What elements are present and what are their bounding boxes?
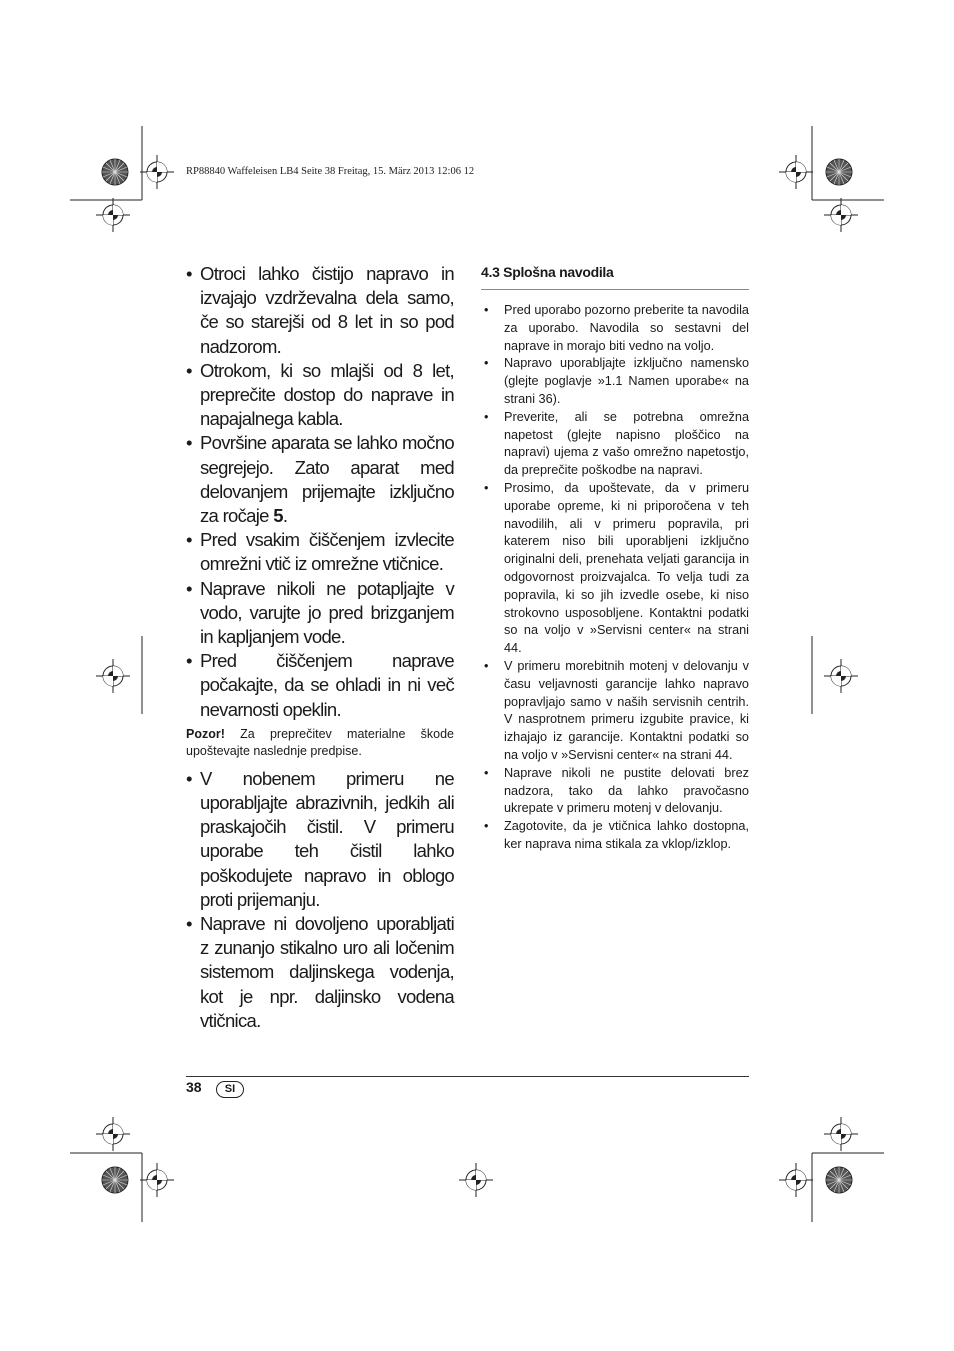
footer-divider <box>186 1076 749 1077</box>
bullet: • <box>484 819 489 834</box>
list-item-text: Pred čiščenjem naprave počakajte, da se ohladi in ni več nevarnosti opeklin. <box>200 650 454 720</box>
list-item-text: Prosimo, da upoštevate, da v primeru uporabe opreme, ki ni priporočena v teh navodilih, ali v primeru popravila, pri katerem niso bili uporabljeni izključno originalni deli, prenehata veljati garancija in odgovornost proizvajalca. To velja tudi za popravila, ki so jih izvedle osebe, ki niso strokovno usposobljene. Kontaktni podatki so na voljo v »Servisni center« na strani 44. <box>504 480 749 656</box>
bullet: • <box>186 577 192 599</box>
list-item <box>186 912 454 1033</box>
bullet: • <box>186 650 192 672</box>
list-item-text: Napravo uporabljajte izključno namensko (glejte poglavje »1.1 Namen uporabe« na strani 36). <box>504 356 749 406</box>
list-item <box>481 658 749 765</box>
list-item-text: Površine aparata se lahko močno segrejejo. Zato aparat med delovanjem prijemajte izključno za ročaje <box>200 432 454 527</box>
handle-reference-number: 5 <box>273 505 283 527</box>
list-item <box>481 302 749 355</box>
section-title: 4.3 Splošna navodila <box>481 264 614 280</box>
right-column <box>481 262 749 854</box>
caution-note <box>186 726 454 761</box>
list-item <box>481 480 749 658</box>
list-item <box>186 577 454 650</box>
caution-label: Pozor! <box>186 726 225 741</box>
list-item <box>481 765 749 818</box>
list-item-text: V primeru morebitnih motenj v delovanju v času veljavnosti garancije lahko napravo popravljajo samo v naših servisnih centrih. V nasprotnem primeru izgubite pravice, ki izhajajo iz garancije. Kontaktni podatki so na voljo v »Servisni center« na strani 44. <box>504 658 749 762</box>
bullet: • <box>484 356 489 371</box>
list-item <box>481 409 749 480</box>
list-item-suffix: . <box>282 505 288 527</box>
left-column <box>186 262 454 1033</box>
list-item <box>186 528 454 576</box>
bullet: • <box>484 480 489 495</box>
list-item <box>186 767 454 912</box>
list-item-text: Zagotovite, da je vtičnica lahko dostopna, ker naprava nima stikala za vklop/izklop. <box>504 819 749 851</box>
bullet: • <box>186 529 192 551</box>
list-item <box>481 355 749 408</box>
language-badge: SI <box>216 1081 244 1098</box>
print-header: RP88840 Waffeleisen LB4 Seite 38 Freitag, 15. März 2013 12:06 12 <box>186 166 475 177</box>
list-item-text: Preverite, ali se potrebna omrežna napetost (glejte napisno ploščico na napravi) ujema z vašo omrežno napetostjo, da preprečite poškodbe na napravi. <box>504 409 749 478</box>
list-item-text: Naprave ni dovoljeno uporabljati z zunanjo stikalno uro ali ločenim sistemom daljinskega vodenja, kot je npr. daljinsko vodena vtičnica. <box>200 913 454 1031</box>
page-number: 38 <box>186 1079 202 1095</box>
bullet: • <box>186 263 192 284</box>
list-item-text: Otroci lahko čistijo napravo in izvajajo vzdrževalna dela samo, če so starejši od 8 let in so pod nadzorom. <box>200 263 454 357</box>
list-item-text: Naprave nikoli ne potapljajte v vodo, varujte jo pred brizganjem in kapljanjem vode. <box>200 577 454 648</box>
caution-text: Za preprečitev materialne škode upoštevajte naslednje predpise. <box>186 726 454 759</box>
list-item-text: V nobenem primeru ne uporabljajte abrazivnih, jedkih ali praskajočih čistil. V primeru uporabe teh čistil lahko poškodujete napravo in oblogo proti prijemanju. <box>200 767 454 910</box>
list-item-text: Naprave nikoli ne pustite delovati brez nadzora, tako da lahko pravočasno ukrepate v primeru motenj v delovanju. <box>504 765 749 816</box>
list-item-text: Otrokom, ki so mlajši od 8 let, preprečite dostop do naprave in napajalnega kabla. <box>200 359 454 430</box>
bullet: • <box>484 765 489 780</box>
section-divider <box>481 289 749 290</box>
bullet: • <box>484 658 489 673</box>
list-item <box>481 818 749 854</box>
bullet: • <box>186 913 192 935</box>
list-item-text: Pred uporabo pozorno preberite ta navodila za uporabo. Navodila so sestavni del naprave in morajo biti vedno na voljo. <box>504 303 749 353</box>
bullet: • <box>484 409 489 424</box>
list-item <box>186 649 454 722</box>
list-item <box>186 359 454 432</box>
list-item <box>186 431 454 528</box>
list-item-text: Pred vsakim čiščenjem izvlecite omrežni vtič iz omrežne vtičnice. <box>200 529 454 575</box>
bullet: • <box>484 303 489 317</box>
bullet: • <box>186 432 192 454</box>
bullet: • <box>186 767 192 789</box>
list-item <box>186 262 454 359</box>
bullet: • <box>186 359 192 381</box>
